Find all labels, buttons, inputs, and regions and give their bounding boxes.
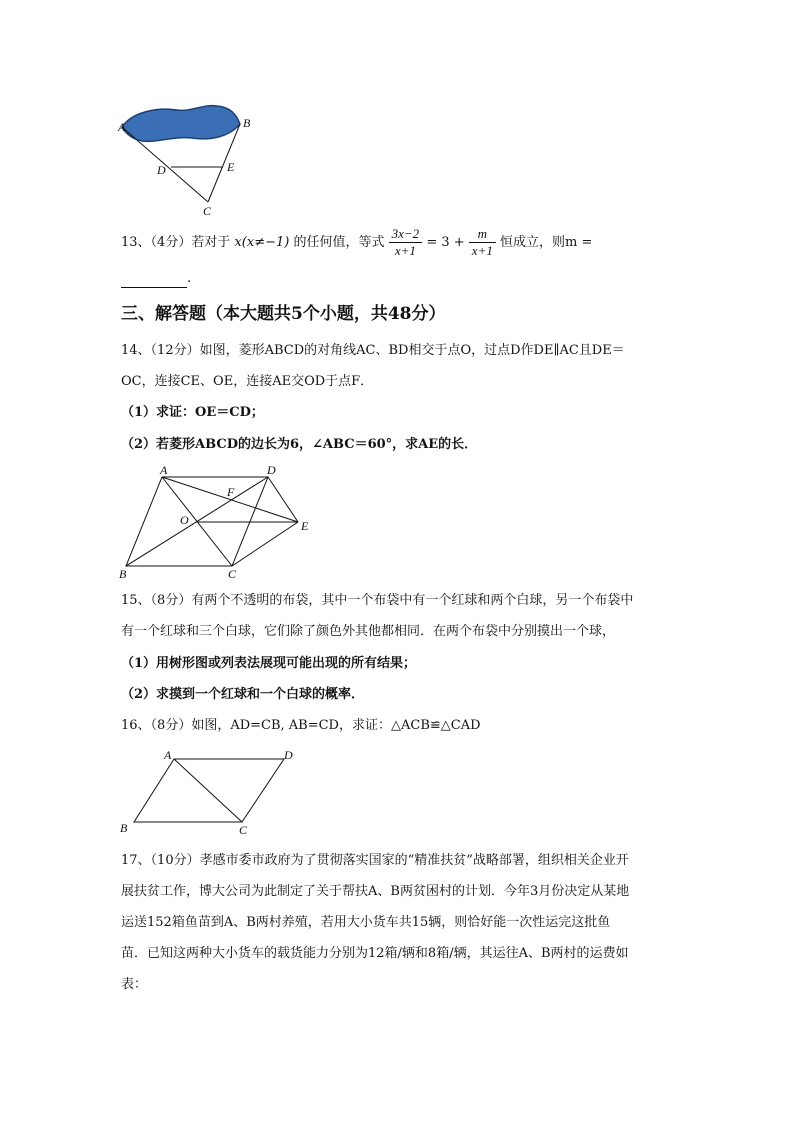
section-heading: 三、解答题（本大题共5个小题，共48分） (121, 304, 446, 324)
q15-line-2: 有一个红球和三个白球，它们除了颜色外其他都相同．在两个布袋中分别摸出一个球， (121, 624, 616, 639)
q13-equals: = 3 + (426, 235, 465, 250)
q13-end: . (187, 271, 192, 286)
label-D: D (284, 748, 293, 762)
q13-fraction-1 (389, 226, 423, 259)
q17-line-4: 苗．已知这两种大小货车的载货能力分别为12箱/辆和8箱/辆，其运往A、B两村的运费如 (121, 946, 629, 961)
label-D: D (157, 163, 166, 177)
answer-blank (121, 273, 187, 288)
lake-triangle-figure (112, 98, 262, 220)
q17-line-1: 17、（10分）孝感市委市政府为了贯彻落实国家的“精准扶贫”战略部署，组织相关企业开 (121, 853, 629, 868)
q13-prefix: 13、（4分）若对于 (121, 235, 231, 250)
q13-frac2-numerator: m (469, 226, 496, 243)
label-B: B (119, 567, 127, 581)
q15-part-1: （1）用树形图或列表法展现可能出现的所有结果； (121, 656, 417, 671)
diagonal-AC (174, 759, 242, 822)
q13-fraction-2 (469, 226, 496, 259)
label-E: E (227, 160, 235, 174)
q15-part-2: （2）求摸到一个红球和一个白球的概率． (121, 687, 365, 702)
q14-part-1: （1）求证：OE＝CD； (121, 405, 264, 420)
parallelogram-ABCD (134, 759, 284, 822)
label-C: C (239, 823, 248, 837)
label-A: A (160, 463, 168, 477)
q13-frac2-denominator: x+1 (471, 243, 493, 258)
question-13 (121, 226, 592, 260)
q14-line-1: 14、（12分）如图，菱形ABCD的对角线AC、BD相交于点O，过点D作DE∥AC且DE＝ (121, 343, 625, 358)
segment-DE (268, 477, 298, 522)
q17-line-5: 表： (121, 977, 148, 992)
segment-CE (232, 522, 298, 566)
q17-line-3: 运送152箱鱼苗到A、B两村养殖，若用大小货车共15辆，则恰好能一次性运完这批鱼 (121, 915, 611, 930)
label-F: F (227, 485, 235, 499)
q14-part-2: （2）若菱形ABCD的边长为6，∠ABC＝60°，求AE的长． (121, 437, 478, 452)
q17-line-2: 展扶贫工作，博大公司为此制定了关于帮扶A、B两贫困村的计划．今年3月份决定从某地 (121, 884, 630, 899)
q13-frac1-denominator: x+1 (394, 243, 416, 258)
parallelogram-figure (112, 744, 312, 838)
q13-frac1-numerator: 3x−2 (389, 226, 423, 243)
q16-line-1: 16、（8分）如图，AD=CB, AB=CD，求证：△ACB≌△CAD (121, 718, 481, 733)
q15-line-1: 15、（8分）有两个不透明的布袋，其中一个布袋中有一个红球和两个白球，另一个布袋中 (121, 593, 634, 608)
label-B: B (243, 116, 251, 130)
label-O: O (180, 513, 189, 527)
label-E: E (301, 519, 309, 533)
lake-shape (122, 106, 240, 142)
q13-suffix: 恒成立，则m = (499, 235, 593, 250)
q13-middle: 的任何值，等式 (293, 235, 385, 250)
q13-condition: x(x≠−1) (234, 235, 290, 250)
label-B: B (120, 821, 128, 835)
label-C: C (228, 567, 237, 581)
q13-answer-line (121, 270, 191, 288)
rhombus-figure (112, 462, 322, 582)
label-A: A (164, 748, 172, 762)
q14-line-2: OC，连接CE、OE，连接AE交OD于点F． (121, 374, 374, 389)
label-D: D (267, 463, 276, 477)
label-A: A (118, 120, 126, 134)
label-C: C (203, 204, 212, 218)
